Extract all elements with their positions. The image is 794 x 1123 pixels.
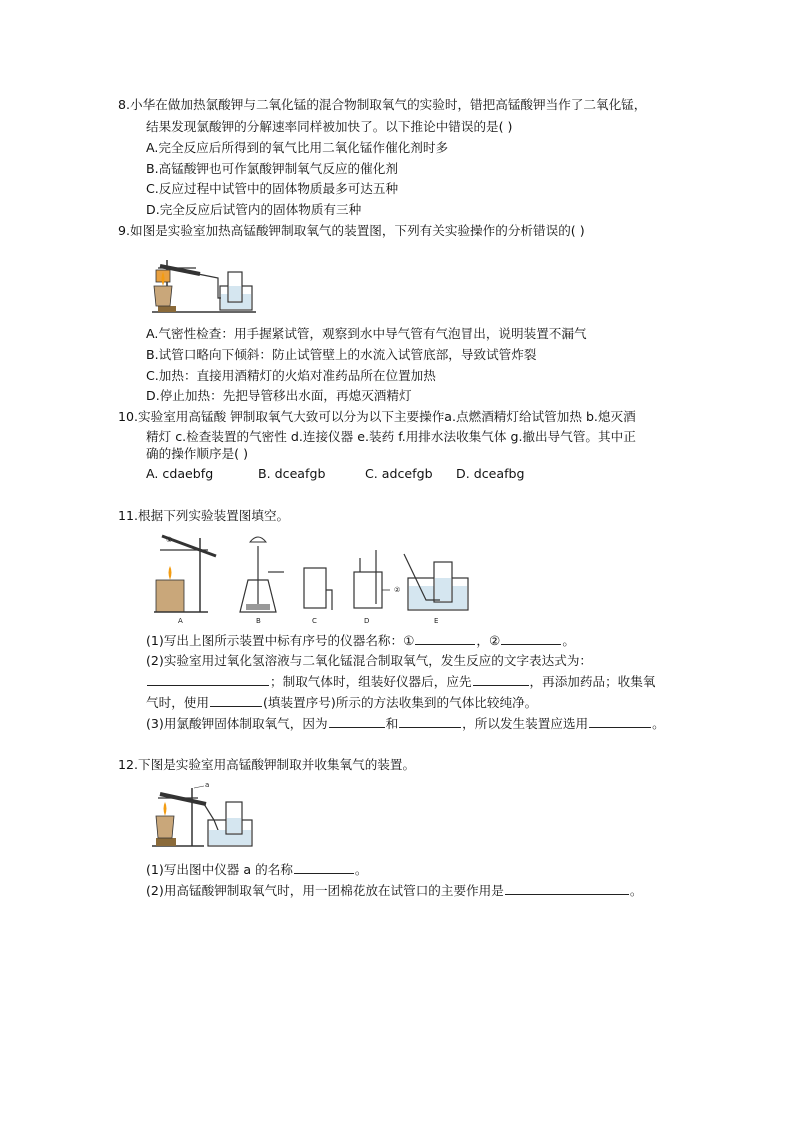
q11-sub1-mid: ，②: [476, 633, 501, 648]
q12-sub1-text-b: 。: [354, 862, 368, 877]
q8-stem-line1: 8.小华在做加热氯酸钾与二氧化锰的混合物制取氧气的实验时，错把高锰酸钾当作了二氧化锰，: [118, 97, 647, 112]
q8-option-d: D.完全反应后试管内的固体物质有三种: [146, 202, 362, 217]
answer-blank[interactable]: [473, 672, 529, 686]
q11-sub2-text-c: 气时，使用: [146, 695, 209, 710]
q12-apparatus-figure: [148, 780, 260, 848]
q12-sub1: [146, 860, 368, 878]
q11-sub3-text-c: ，所以发生装置应选用: [462, 716, 589, 731]
q11-sub2-line2: [146, 672, 655, 690]
answer-blank[interactable]: [505, 881, 629, 895]
fig-label-d: D: [364, 617, 370, 625]
q8-stem-line2: 结果发现氯酸钾的分解速率同样被加快了。以下推论中错误的是( ): [146, 119, 513, 134]
q12-sub2-text-a: (2)用高锰酸钾制取氧气时，用一团棉花放在试管口的主要作用是: [146, 883, 504, 898]
q9-apparatus-figure: [148, 246, 260, 314]
answer-blank[interactable]: [294, 860, 354, 874]
fig-label-c: C: [312, 617, 317, 625]
answer-blank[interactable]: [147, 672, 269, 686]
q11-sub2-line3: [146, 693, 537, 711]
answer-blank[interactable]: [329, 714, 385, 728]
q11-sub2-text-d: (填装置序号)所示的方法收集到的气体比较纯净。: [262, 695, 538, 710]
q11-sub1: [146, 631, 575, 649]
q11-sub3-text-d: 。: [652, 716, 665, 731]
q9-option-c: C.加热：直接用酒精灯的火焰对准药品所在位置加热: [146, 368, 436, 383]
fig-mark-a: a: [205, 781, 210, 789]
answer-blank[interactable]: [210, 693, 262, 707]
q9-option-b: B.试管口略向下倾斜：防止试管壁上的水流入试管底部，导致试管炸裂: [146, 347, 537, 362]
q10-option-a: A. cdaebfg: [146, 466, 214, 481]
q10-option-c: C. adcefgb: [365, 466, 433, 481]
fig-label-e: E: [434, 617, 439, 625]
q10-option-d: D. dceafbg: [456, 466, 525, 481]
answer-blank[interactable]: [399, 714, 461, 728]
q10-stem-line3: 确的操作顺序是( ): [146, 446, 248, 461]
q12-sub2: [146, 881, 642, 899]
q11-sub1-text: (1)写出上图所示装置中标有序号的仪器名称：①: [146, 633, 415, 648]
q12-sub2-text-b: 。: [629, 883, 643, 898]
q12-sub1-text-a: (1)写出图中仪器 a 的名称: [146, 862, 293, 877]
q11-sub1-end: 。: [562, 633, 575, 648]
q8-option-c: C.反应过程中试管中的固体物质最多可达五种: [146, 181, 399, 196]
q11-sub3: [146, 714, 665, 732]
fig-label-b: B: [256, 617, 261, 625]
fig-label-a: A: [178, 617, 183, 625]
q8-option-b: B.高锰酸钾也可作氯酸钾制氧气反应的催化剂: [146, 161, 398, 176]
fig-mark-2: ②: [394, 586, 401, 594]
q11-sub2-text-b: ，再添加药品；收集氧: [529, 674, 656, 689]
q11-sub2-text-a: ；制取气体时，组装好仪器后，应先: [270, 674, 472, 689]
q11-sub2-line1: (2)实验室用过氧化氢溶液与二氧化锰混合制取氧气，发生反应的文字表达式为：: [146, 653, 593, 668]
q11-sub3-text-a: (3)用氯酸钾固体制取氧气，因为: [146, 716, 328, 731]
q12-stem: 12.下图是实验室用高锰酸钾制取并收集氧气的装置。: [118, 757, 416, 772]
answer-blank[interactable]: [501, 631, 561, 645]
q9-option-a: A.气密性检查：用手握紧试管，观察到水中导气管有气泡冒出，说明装置不漏气: [146, 326, 587, 341]
answer-blank[interactable]: [415, 631, 475, 645]
q11-sub3-text-b: 和: [385, 716, 399, 731]
q10-stem-line1: 10.实验室用高锰酸 钾制取氧气大致可以分为以下主要操作a.点燃酒精灯给试管加热 b.熄灭酒: [118, 409, 636, 424]
answer-blank[interactable]: [589, 714, 651, 728]
q11-stem: 11.根据下列实验装置图填空。: [118, 508, 290, 523]
q8-option-a: A.完全反应后所得到的氧气比用二氧化锰作催化剂时多: [146, 140, 449, 155]
fig-mark-1: ①: [166, 536, 173, 544]
q11-apparatus-figure: [150, 530, 480, 626]
q10-option-b: B. dceafgb: [258, 466, 326, 481]
q10-stem-line2: 精灯 c.检查装置的气密性 d.连接仪器 e.装药 f.用排水法收集气体 g.撤出导气管。其中正: [146, 429, 636, 444]
q9-stem: 9.如图是实验室加热高锰酸钾制取氧气的装置图，下列有关实验操作的分析错误的( ): [118, 223, 585, 238]
q9-option-d: D.停止加热：先把导管移出水面，再熄灭酒精灯: [146, 388, 412, 403]
